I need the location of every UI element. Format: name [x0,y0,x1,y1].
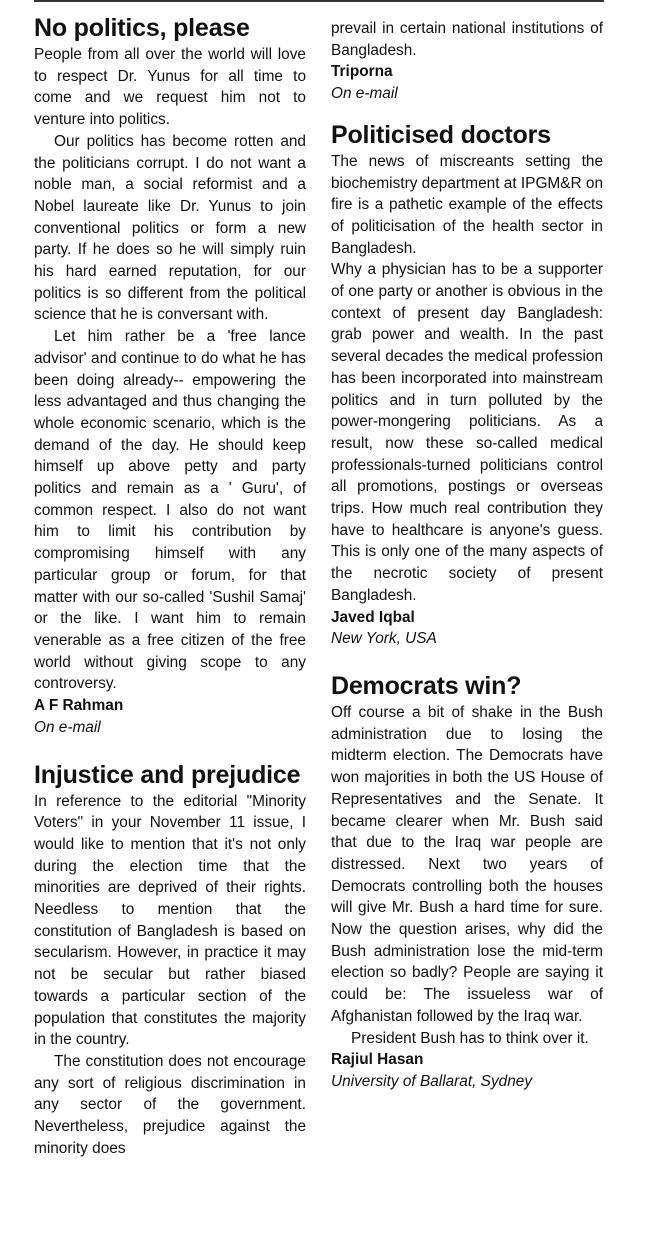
letter-title: Injustice and prejudice [34,760,301,789]
letter-title: Democrats win? [331,671,522,700]
letter-democrats-win [331,672,603,1093]
letter-paragraph: Let him rather be a 'free lance advisor' and continue to do what he has been doing already-- empowering the less advantaged and thus changing the whole economic scenario, which is the demand of the day. He should keep himself up above petty and party politics and remain as a ' Guru', of common respect. I also do not want him to limit his contribution by compromising himself with any particular group or forum, for that matter with our so-called 'Sushil Samaj' or the like. I want him to remain venerable as a free citizen of the free world without giving scope to any controversy. [34,328,306,693]
letter-author: Rajiul Hasan [331,1051,424,1069]
letter-paragraph: President Bush has to think over it. [351,1029,589,1047]
letter-author: Javed Iqbal [331,608,415,626]
spacer [331,105,603,121]
letter-paragraph-part-1: The constitution does not encourage any sort of religious discrimination in any sector of the government. Nevertheless, prejudice against the minority does [34,1052,306,1157]
letter-paragraph: In reference to the editorial "Minority Voters" in your November 11 issue, I would like to mention that it's not only during the election time that the minorities are deprived of their rights. Needless to mention that the constitution of Bangladesh is based on secularism. However, in practice it may not be secular but rather biased towards a particular section of the population that constitutes the majority in the country. [34,792,306,1049]
letter-title: Politicised doctors [331,120,551,149]
right-column [331,18,603,1093]
top-rule [34,0,604,2]
letter-title: No politics, please [34,14,250,42]
letter-location: New York, USA [331,630,437,648]
letter-no-politics [34,14,306,739]
spacer [34,739,306,761]
letter-paragraph: The news of miscreants setting the biochemistry department at IPGM&R on fire is a pathetic example of the effects of politicisation of the health sector in Bangladesh. [331,152,604,257]
left-column [34,14,306,1159]
letter-location: University of Ballarat, Sydney [331,1072,533,1090]
letter-author: A F Rahman [34,697,124,715]
letter-author: Triporna [331,63,393,81]
spacer [331,650,603,672]
letter-injustice [34,761,306,1160]
letter-paragraph: People from all over the world will love to respect Dr. Yunus for all time to come and we request him not to venture into politics. [34,46,306,129]
letter-paragraph-part-2: prevail in certain national institutions of Bangladesh. [331,20,603,59]
letter-paragraph: Our politics has become rotten and the politicians corrupt. I do not want a noble man, a social reformist and a Nobel laureate like Dr. Yunus to join conventional politics or form a new party. If he does so he will simply ruin his hard earned reputation, for our politics is so different from the political science that he is conversant with. [34,132,306,324]
letter-politicised-doctors [331,121,603,650]
letter-location: On e-mail [34,718,101,736]
letter-location: On e-mail [331,85,398,103]
letter-paragraph: Off course a bit of shake in the Bush administration due to losing the midterm election. The Democrats have won majorities in both the US House of Representatives and the Senate. It became clearer when Mr. Bush said that due to the Iraq war people are distressed. Next two years of Democrats controlling both the houses will give Mr. Bush a hard time for sure. Now the question arises, why did the Bush administration lose the mid-term election so badly? People are saying it could be: The issueless war of Afghanistan followed by the Iraq war. [331,703,603,1025]
letter-injustice-continued [331,18,603,105]
letter-paragraph: Why a physician has to be a supporter of one party or another is obvious in the context of present day Bangladesh: grab power and wealth. In the past several decades the medical profession has been incorporated into mainstream politics and in turn polluted by the power-mongering politicians. As a result, now these so-called medical professionals-turned politicians control all promotions, postings or overseas trips. How much real contribution they have to healthcare is anyone's guess. This is only one of the many aspects of the necrotic society of present Bangladesh. [331,261,603,604]
